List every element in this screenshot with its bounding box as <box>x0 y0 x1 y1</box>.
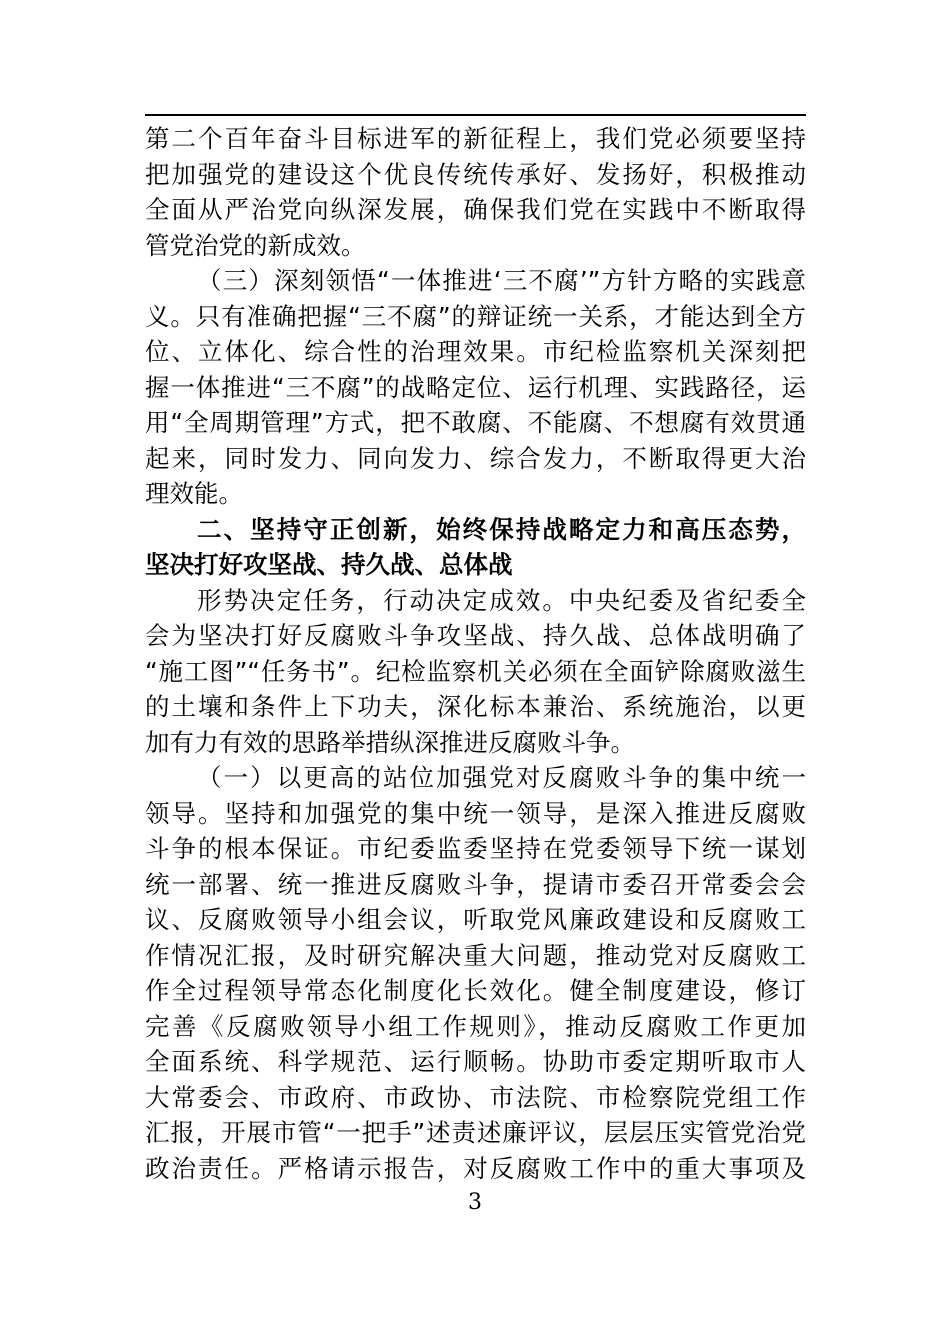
text-line: 斗争的根本保证。市纪委监委坚持在党委领导下统一谋划 <box>145 834 806 863</box>
text-line: 起来，同时发力、同向发力、综合发力，不断取得更大治 <box>145 443 806 473</box>
text-line: 统一部署、统一推进反腐败斗争，提请市委召开常委会会 <box>145 869 806 899</box>
text-line: “施工图”“任务书”。纪检监察机关必须在全面铲除腐败滋生 <box>145 656 806 686</box>
section-heading-2 <box>145 512 806 583</box>
text-line: 第二个百年奋斗目标进军的新征程上，我们党必须要坚持 <box>145 124 806 153</box>
text-line: （三）深刻领悟“一体推进‘三不腐’”方针方略的实践意 <box>197 266 806 295</box>
page-number: 3 <box>468 1190 482 1215</box>
heading-line: 二、坚持守正创新，始终保持战略定力和高压态势， <box>197 514 806 544</box>
paragraph-section-1 <box>145 760 806 1186</box>
text-line: 大常委会、市政府、市政协、市法院、市检察院党组工作 <box>145 1082 806 1112</box>
text-line: 握一体推进“三不腐”的战略定位、运行机理、实践路径，运 <box>145 372 806 402</box>
text-line: 会为坚决打好反腐败斗争攻坚战、持久战、总体战明确了 <box>145 621 806 650</box>
heading-line: 坚决打好攻坚战、持久战、总体战 <box>145 550 513 579</box>
text-line: 把加强党的建设这个优良传统传承好、发扬好，积极推动 <box>145 159 806 189</box>
text-line: 理效能。 <box>145 479 243 508</box>
document-body <box>145 121 806 1186</box>
text-line: 的土壤和条件上下功夫，深化标本兼治、系统施治，以更 <box>145 692 806 721</box>
text-line: 作情况汇报，及时研究解决重大问题，推动党对反腐败工 <box>145 940 806 970</box>
text-line: 作全过程领导常态化制度化长效化。健全制度建设，修订 <box>145 976 806 1005</box>
text-line: 议、反腐败领导小组会议，听取党风廉政建设和反腐败工 <box>145 905 806 934</box>
text-line: 用“全周期管理”方式，把不敢腐、不能腐、不想腐有效贯通 <box>145 408 806 437</box>
text-line: 政治责任。严格请示报告，对反腐败工作中的重大事项及 <box>145 1153 806 1183</box>
text-line: 管党治党的新成效。 <box>145 230 366 260</box>
paragraph-section-3 <box>145 263 806 512</box>
text-line: 全面从严治党向纵深发展，确保我们党在实践中不断取得 <box>145 195 806 224</box>
header-rule <box>145 114 806 116</box>
text-line: （一）以更高的站位加强党对反腐败斗争的集中统一 <box>197 763 806 792</box>
text-line: 加有力有效的思路举措纵深推进反腐败斗争。 <box>145 727 635 757</box>
paragraph-continuation <box>145 121 806 263</box>
text-line: 完善《反腐败领导小组工作规则》，推动反腐败工作更加 <box>145 1011 806 1041</box>
text-line: 汇报，开展市管“一把手”述责述廉评议，层层压实管党治党 <box>145 1118 806 1147</box>
text-line: 全面系统、科学规范、运行顺畅。协助市委定期听取市人 <box>145 1047 806 1076</box>
text-line: 义。只有准确把握“三不腐”的辩证统一关系，才能达到全方 <box>145 301 806 331</box>
text-line: 形势决定任务，行动决定成效。中央纪委及省纪委全 <box>197 585 806 615</box>
text-line: 领导。坚持和加强党的集中统一领导，是深入推进反腐败 <box>145 798 806 828</box>
text-line: 位、立体化、综合性的治理效果。市纪检监察机关深刻把 <box>145 337 806 366</box>
paragraph-situation <box>145 583 806 761</box>
